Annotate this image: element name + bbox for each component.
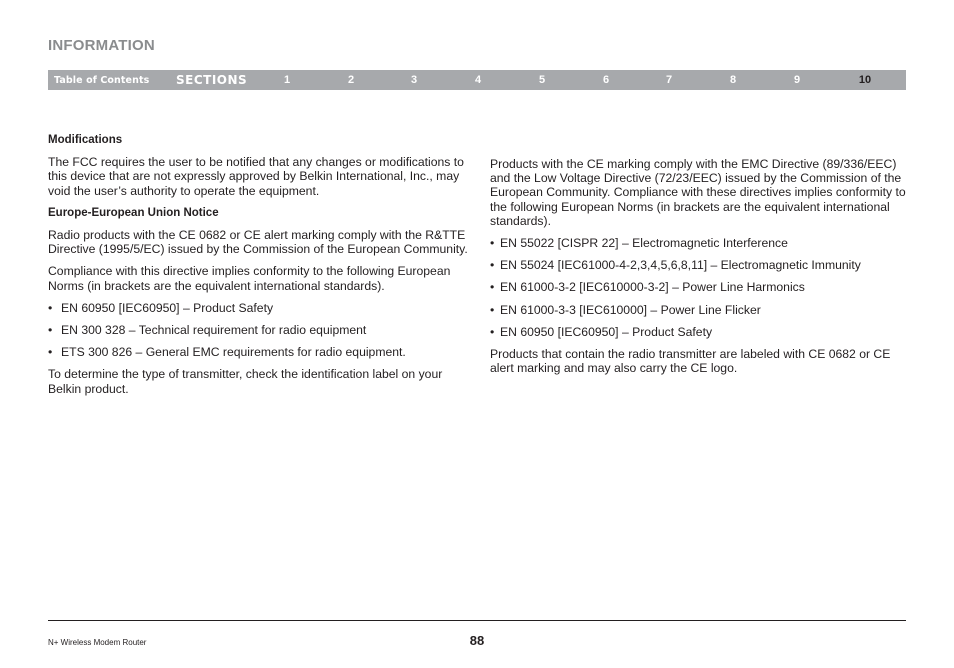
section-link-4[interactable]: 4 (474, 74, 482, 86)
eu-notice-paragraph: Radio products with the CE 0682 or CE alert marking comply with the R&TTE Directive (1995/5/EC) issued by the Commission of the European Community. (48, 228, 468, 257)
section-link-6[interactable]: 6 (602, 74, 610, 86)
modifications-heading: Modifications (48, 134, 123, 146)
section-link-7[interactable]: 7 (665, 74, 673, 86)
bullet-icon: • (48, 300, 53, 315)
table-of-contents-link[interactable]: Table of Contents (54, 75, 150, 86)
bullet-icon: • (490, 258, 495, 273)
list-item: • EN 61000-3-2 [IEC610000-3-2] – Power Line Harmonics (490, 280, 805, 295)
footer-divider (48, 620, 906, 621)
bullet-icon: • (48, 323, 53, 338)
list-item: • ETS 300 826 – General EMC requirements for radio equipment. (48, 345, 406, 360)
modifications-paragraph: The FCC requires the user to be notified that any changes or modifications to this device that are not expressly approved by Belkin International, Inc., may void the user’s authority to operate the equipment. (48, 155, 464, 198)
list-item: • EN 60950 [IEC60950] – Product Safety (490, 324, 713, 339)
compliance-paragraph: Compliance with this directive implies conformity to the following European Norms (in brackets are the equivalent international standards). (48, 264, 451, 293)
bullet-icon: • (490, 324, 495, 339)
sections-label: SECTIONS (176, 73, 248, 87)
bullet-icon: • (490, 280, 495, 295)
section-link-8[interactable]: 8 (729, 74, 737, 86)
section-nav-bar (48, 70, 906, 90)
section-link-5[interactable]: 5 (538, 74, 546, 86)
radio-transmitter-paragraph: Products that contain the radio transmitter are labeled with CE 0682 or CE alert marking and may also carry the CE logo. (490, 347, 891, 376)
transmitter-paragraph: To determine the type of transmitter, check the identification label on your Belkin product. (48, 367, 443, 396)
section-title: INFORMATION (48, 37, 155, 54)
section-link-1[interactable]: 1 (283, 74, 291, 86)
list-item: • EN 60950 [IEC60950] – Product Safety (48, 300, 274, 315)
section-link-3[interactable]: 3 (410, 74, 418, 86)
bullet-icon: • (490, 236, 495, 251)
right-column (490, 157, 906, 383)
bullet-icon: • (48, 345, 53, 360)
list-item: • EN 55022 [CISPR 22] – Electromagnetic Interference (490, 236, 788, 251)
page-number: 88 (469, 633, 485, 648)
section-link-9[interactable]: 9 (793, 74, 801, 86)
section-link-10-active[interactable]: 10 (858, 74, 872, 86)
list-item: • EN 61000-3-3 [IEC610000] – Power Line Flicker (490, 302, 761, 317)
ce-marking-paragraph: Products with the CE marking comply with the EMC Directive (89/336/EEC) and the Low Voltage Directive (72/23/EEC) issued by the Commission of the European Community. Compliance with these directives implies conformity to the following European Norms (in brackets are the equivalent international standards). (490, 157, 906, 228)
footer-product-name: N+ Wireless Modem Router (48, 638, 147, 647)
section-link-2[interactable]: 2 (347, 74, 355, 86)
bullet-icon: • (490, 302, 495, 317)
list-item: • EN 55024 [IEC61000-4-2,3,4,5,6,8,11] – Electromagnetic Immunity (490, 258, 861, 273)
eu-notice-heading: Europe-European Union Notice (48, 206, 219, 219)
list-item: • EN 300 328 – Technical requirement for radio equipment (48, 323, 367, 338)
left-column (48, 133, 468, 404)
